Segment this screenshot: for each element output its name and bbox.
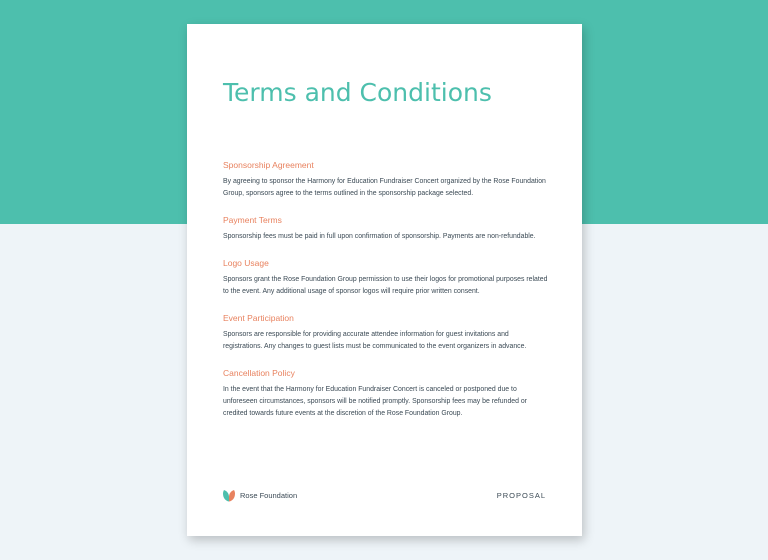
section-event-participation xyxy=(223,312,549,353)
section-heading: Event Participation xyxy=(223,313,294,323)
brand-name: Rose Foundation xyxy=(240,490,298,500)
section-body: In the event that the Harmony for Education Fundraiser Concert is canceled or postponed due to unforeseen circumstances, sponsors will be notified promptly. Sponsorship fees may be refunded or credited towards future events at the discretion of the Rose Foundation Group. xyxy=(223,386,527,417)
section-cancellation-policy xyxy=(223,367,549,420)
section-heading: Sponsorship Agreement xyxy=(223,160,314,170)
brand xyxy=(223,489,297,502)
sections-list xyxy=(223,159,549,434)
section-heading: Cancellation Policy xyxy=(223,368,295,378)
document-type-label: PROPOSAL xyxy=(496,490,546,500)
section-sponsorship-agreement xyxy=(223,159,549,200)
section-body: By agreeing to sponsor the Harmony for Education Fundraiser Concert organized by the Rose Foundation Group, sponsors agree to the terms outlined in the sponsorship package selected. xyxy=(223,178,546,197)
section-heading: Payment Terms xyxy=(223,215,282,225)
section-body: Sponsors are responsible for providing accurate attendee information for guest invitations and registrations. Any changes to guest lists must be communicated to the event organizers in advance. xyxy=(223,331,527,350)
section-heading: Logo Usage xyxy=(223,258,269,268)
page-footer xyxy=(223,488,546,502)
section-payment-terms xyxy=(223,214,549,243)
section-body: Sponsorship fees must be paid in full upon confirmation of sponsorship. Payments are non-refundable. xyxy=(223,233,536,240)
document-page xyxy=(187,24,582,536)
section-logo-usage xyxy=(223,257,549,298)
leaf-logo-icon xyxy=(223,489,235,502)
section-body: Sponsors grant the Rose Foundation Group permission to use their logos for promotional purposes related to the event. Any additional usage of sponsor logos will require prior written consent. xyxy=(223,276,548,295)
document-title: Terms and Conditions xyxy=(223,78,492,107)
